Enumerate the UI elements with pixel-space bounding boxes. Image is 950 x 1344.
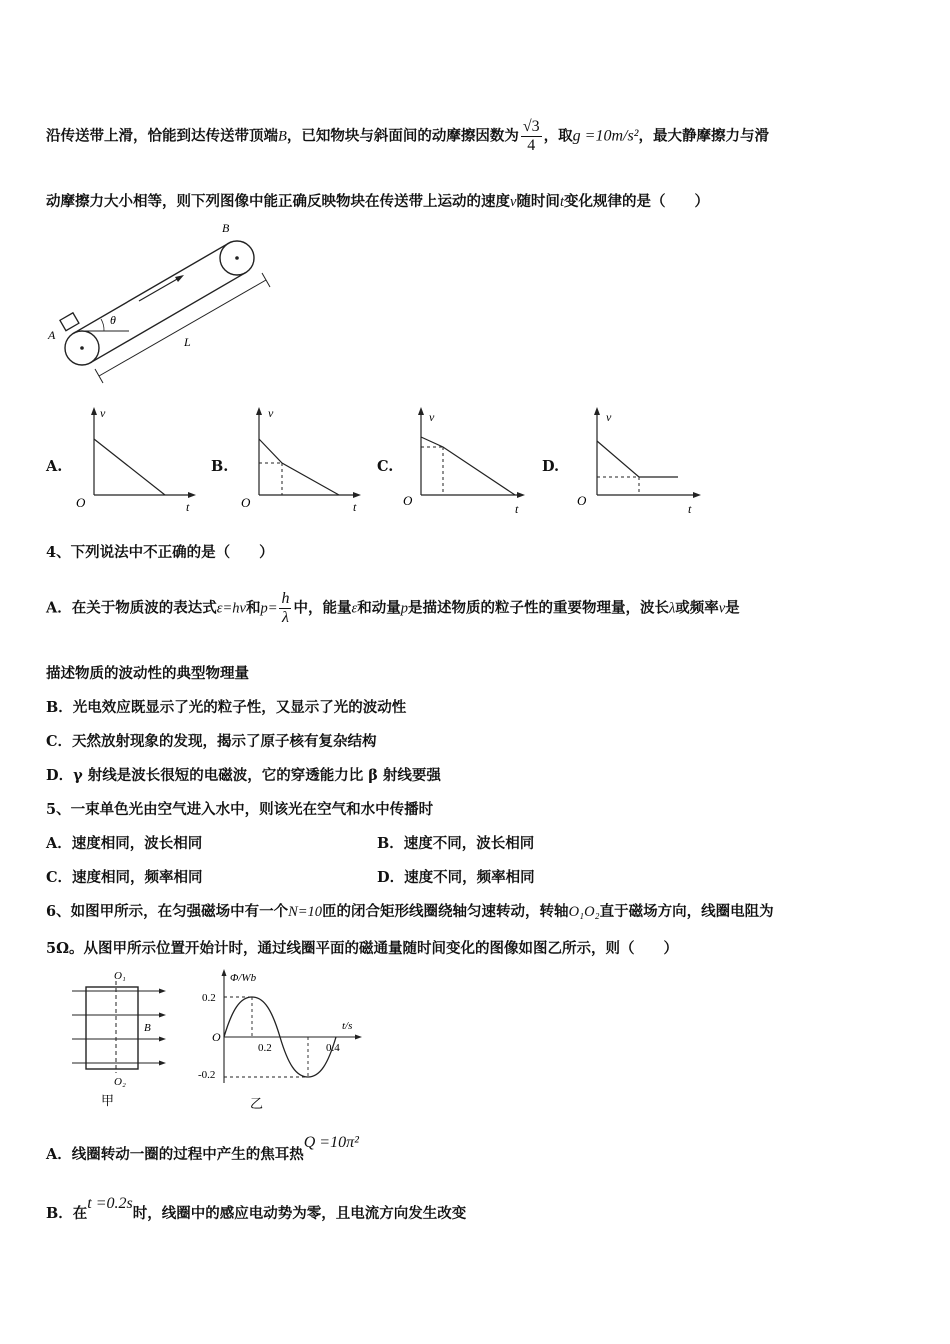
theta-label: θ: [110, 313, 116, 327]
origin-label: O: [76, 495, 86, 510]
t-label: t: [515, 502, 519, 515]
q6-line-2: 5Ω。从图甲所示位置开始计时，通过线圈平面的磁通量随时间变化的图像如图乙所示，则（ ）: [46, 940, 678, 957]
graph-c[interactable]: [397, 405, 532, 515]
t-label: t: [186, 500, 190, 514]
y-pos-label: 0.2: [202, 992, 216, 1004]
option-c-label[interactable]: C.: [377, 458, 394, 475]
q4-option-d[interactable]: D．γ 射线是波长很短的电磁波，它的穿透能力比 β 射线要强: [46, 767, 441, 784]
field-arrow-3: [159, 1037, 166, 1042]
origin-label: O: [212, 1030, 221, 1044]
phi-label: Φ/Wb: [230, 972, 257, 984]
motion-arrow: [139, 278, 179, 301]
field-arrow-1: [159, 989, 166, 994]
q5-option-c[interactable]: C．速度相同，频率相同: [46, 869, 203, 886]
label-L: L: [184, 335, 191, 349]
q4-option-a-cont: 描述物质的波动性的典型物理量: [46, 665, 249, 682]
conveyor-belt-figure: [44, 218, 284, 393]
vt-line: [597, 441, 678, 477]
y-neg-label: -0.2: [198, 1069, 216, 1081]
v-axis-arrow: [594, 407, 600, 415]
origin-label: O: [241, 495, 251, 510]
length-tick-end: [262, 273, 270, 287]
mu-fraction: $\frac{√3}{4}$: [522, 118, 540, 154]
v-label: v: [268, 406, 274, 420]
length-line: [99, 280, 266, 376]
q6-line-1: 6、如图甲所示，在匀强磁场中有一个N=10匝的闭合矩形线圈绕轴匀速转动，转轴O₁O₂直于磁场方向，线圈电阻为: [46, 903, 774, 920]
belt-top: [74, 243, 229, 333]
length-tick-start: [95, 369, 103, 383]
v-axis-arrow: [418, 407, 424, 415]
b-label: B: [144, 1022, 151, 1034]
t-label: t: [353, 500, 357, 514]
vt-line: [94, 439, 165, 495]
coil-figure: [66, 965, 176, 1110]
option-b-label[interactable]: B.: [211, 458, 229, 475]
o1-label: O₁: [114, 970, 126, 982]
v-axis-arrow: [256, 407, 262, 415]
v-axis-arrow: [91, 407, 97, 415]
graph-a[interactable]: [70, 405, 200, 515]
o2-label: O₂: [114, 1076, 126, 1088]
q6-option-a[interactable]: A．线圈转动一圈的过程中产生的焦耳热Q =10π²: [46, 1134, 359, 1163]
t-axis-arrow: [355, 1035, 362, 1040]
q4-option-b[interactable]: B．光电效应既显示了光的粒子性，又显示了光的波动性: [46, 699, 407, 716]
vt-line: [259, 439, 339, 495]
angle-arc: [101, 319, 104, 331]
t-axis-arrow: [517, 492, 525, 498]
t-label: t/s: [342, 1020, 353, 1032]
field-arrow-4: [159, 1061, 166, 1066]
flux-graph: [192, 965, 367, 1115]
graph-d[interactable]: [573, 405, 708, 515]
x2-label: 0.4: [326, 1042, 340, 1054]
q3-line-2: 动摩擦力大小相等，则下列图像中能正确反映物块在传送带上运动的速度v随时间t变化规律的是（ ）: [46, 193, 709, 210]
q4-option-a[interactable]: A．在关于物质波的表达式ε=hν和p= $\frac{h}{\lambda}$ 中，能量ε和动量p是描述物质的粒子性的重要物理量，波长λ或频率ν是: [46, 590, 740, 626]
q6-option-b[interactable]: B．在t =0.2s时，线圈中的感应电动势为零，且电流方向发生改变: [46, 1195, 467, 1222]
label-B: B: [222, 221, 230, 235]
q5-option-d[interactable]: D．速度不同，频率相同: [377, 869, 535, 886]
caption-yi: 乙: [250, 1097, 264, 1112]
q5-option-a[interactable]: A．速度相同，波长相同: [46, 835, 203, 852]
coil: [86, 987, 138, 1069]
q3-line-1: 沿传送带上滑，恰能到达传送带顶端B，已知物块与斜面间的动摩擦因数为 $\frac{√3}{4}$ ，取g =10m/s²，最大静摩擦力与滑: [46, 118, 769, 154]
label-A: A: [48, 328, 56, 342]
q4-stem: 4、下列说法中不正确的是（ ）: [46, 544, 274, 561]
origin-label: O: [403, 493, 413, 508]
option-d-label[interactable]: D.: [542, 458, 560, 475]
h-over-lambda: $\frac{h}{\lambda}$: [281, 590, 290, 626]
motion-arrow-head: [175, 275, 184, 282]
q5-option-b[interactable]: B．速度不同，波长相同: [377, 835, 535, 852]
graph-b[interactable]: [235, 405, 365, 515]
t-label: t: [688, 502, 692, 515]
origin-label: O: [577, 493, 587, 508]
field-arrow-2: [159, 1013, 166, 1018]
lower-pulley-center: [80, 346, 84, 350]
phi-axis-arrow: [222, 969, 227, 976]
v-label: v: [429, 410, 435, 424]
t-axis-arrow: [693, 492, 701, 498]
q5-stem: 5、一束单色光由空气进入水中，则该光在空气和水中传播时: [46, 801, 434, 818]
q4-option-c[interactable]: C．天然放射现象的发现，揭示了原子核有复杂结构: [46, 733, 377, 750]
upper-pulley-center: [235, 256, 239, 260]
t-axis-arrow: [188, 492, 196, 498]
block: [60, 313, 79, 331]
t-axis-arrow: [353, 492, 361, 498]
v-label: v: [100, 406, 106, 420]
caption-jia: 甲: [101, 1094, 115, 1109]
option-a-label[interactable]: A.: [46, 458, 63, 475]
x1-label: 0.2: [258, 1042, 272, 1054]
vt-line: [421, 437, 515, 495]
v-label: v: [606, 410, 612, 424]
